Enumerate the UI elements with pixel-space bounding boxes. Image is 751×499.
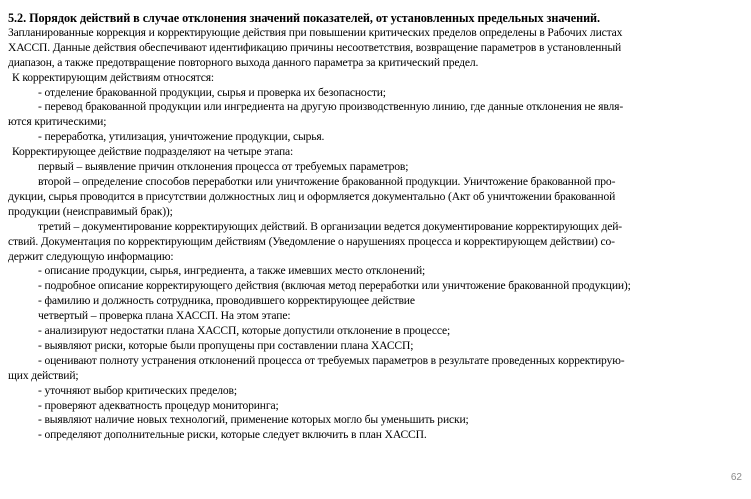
paragraph-line: диапазон, а также предотвращение повторного выхода данного параметра за критический предел. (8, 55, 479, 69)
list-item: - переработка, утилизация, уничтожение продукции, сырья. (38, 130, 325, 144)
list-item: - оценивают полноту устранения отклонений процесса от требуемых параметров в результате проведенных корректирую- (38, 353, 625, 367)
list-item: - анализируют недостатки плана ХАССП, которые допустили отклонение в процессе; (38, 324, 451, 338)
list-item-continuation: щих действий; (8, 368, 79, 382)
list-item: - фамилию и должность сотрудника, проводившего корректирующее действие (38, 294, 415, 308)
page-number: 62 (730, 472, 742, 483)
list-item: - уточняют выбор критических пределов; (38, 383, 237, 397)
stage-item-continuation: продукции (неисправимый брак)); (8, 204, 173, 218)
stage-item-continuation: ствий. Документация по корректирующим действиям (Уведомление о нарушениях процесса и корректирующем действии) со- (8, 234, 615, 248)
list-item: - проверяют адекватность процедур мониторинга; (38, 398, 279, 412)
list-item: - описание продукции, сырья, ингредиента, а также имевших место отклонений; (38, 264, 426, 278)
list-item: - подробное описание корректирующего действия (включая метод переработки или уничтожение бракованной продукции); (38, 279, 631, 293)
paragraph-line: Запланированные коррекция и корректирующие действия при повышении критических пределов определены в Рабочих листах (8, 25, 623, 39)
list-item: - перевод бракованной продукции или ингредиента на другую производственную линию, где данные отклонения не явля- (38, 100, 624, 114)
list-intro: К корректирующим действиям относятся: (12, 70, 214, 84)
stage-item: четвертый – проверка плана ХАССП. На этом этапе: (38, 309, 291, 323)
list-intro: Корректирующее действие подразделяют на четыре этапа: (12, 145, 294, 159)
stage-item: второй – определение способов переработки или уничтожение бракованной продукции. Уничтожение бракованной про- (38, 174, 616, 188)
list-item: - выявляют наличие новых технологий, применение которых могло бы уменьшить риски; (38, 413, 469, 427)
stage-item: третий – документирование корректирующих действий. В организации ведется документирование корректирующих дей- (38, 219, 623, 233)
paragraph-line: ХАССП. Данные действия обеспечивают идентификацию причины несоответствия, возвращение параметров в установленный (8, 40, 622, 54)
section-heading: 5.2. Порядок действий в случае отклонения значений показателей, от установленных предельных значений. (8, 11, 601, 25)
list-item: - выявляют риски, которые были пропущены при составлении плана ХАССП; (38, 338, 414, 352)
document-body (8, 11, 746, 443)
stage-item: первый – выявление причин отклонения процесса от требуемых параметров; (38, 160, 409, 174)
stage-item-continuation: дукции, сырья проводится в присутствии должностных лиц и оформляется документально (Акт об уничтожении бракованной (8, 189, 616, 203)
list-item: - определяют дополнительные риски, которые следует включить в план ХАССП. (38, 428, 427, 442)
list-item: - отделение бракованной продукции, сырья и проверка их безопасности; (38, 85, 386, 99)
stage-item-continuation: держит следующую информацию: (8, 249, 174, 263)
list-item-continuation: ются критическими; (8, 115, 107, 129)
